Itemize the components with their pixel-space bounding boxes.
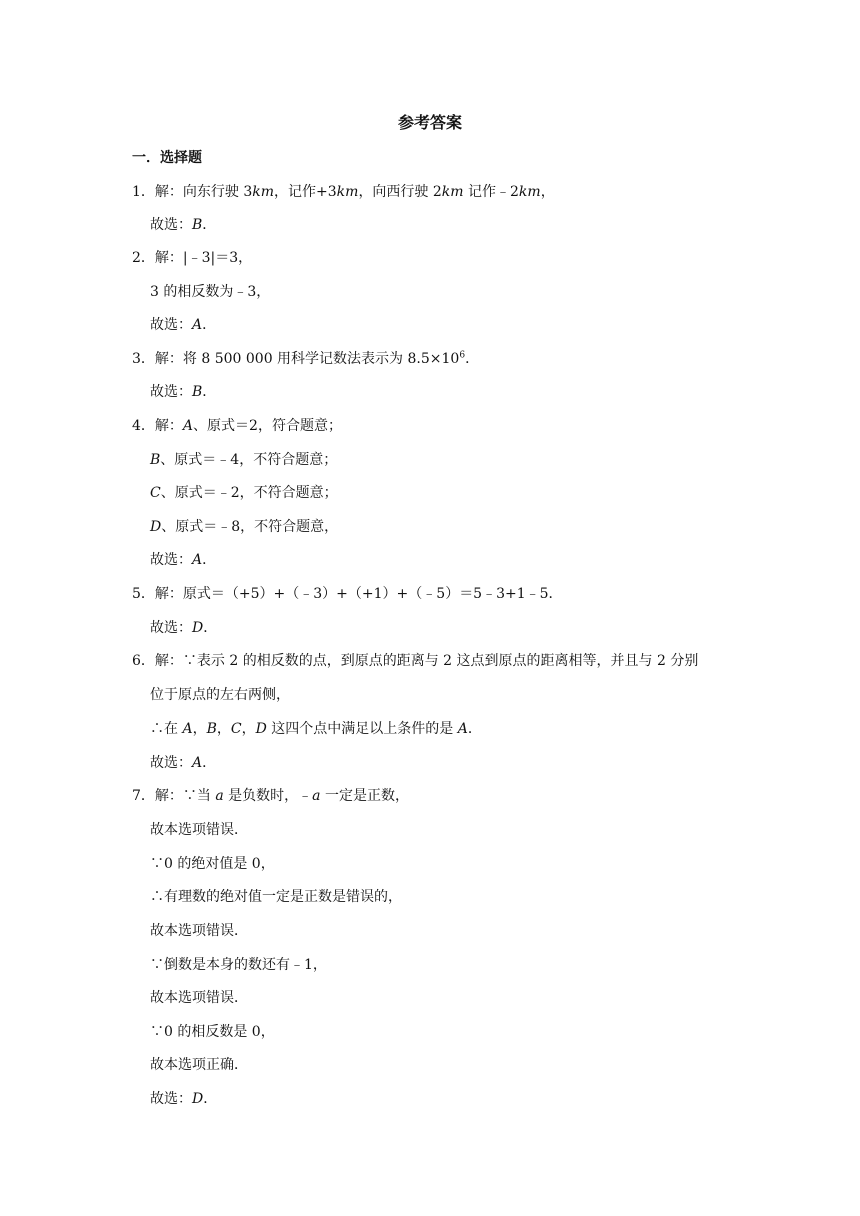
q5-line: 5．解：原式＝（+5）+（﹣3）+（+1）+（﹣5）＝5﹣3+1﹣5． (132, 586, 563, 602)
q7-line-3: ∵0 的绝对值是 0， (150, 856, 275, 872)
q3-answer: 故选：B． (150, 384, 217, 400)
page-title: 参考答案 (397, 113, 462, 132)
q5-answer: 故选：D． (150, 620, 218, 636)
q7-line-8: ∵0 的相反数是 0， (150, 1024, 275, 1040)
q2-answer: 故选：A． (150, 317, 217, 333)
q4-answer: 故选：A． (150, 552, 217, 568)
q7-line-1: 7．解：∵当 a 是负数时，﹣a 一定是正数， (132, 788, 409, 804)
q1-answer: 故选：B． (150, 217, 217, 233)
q6-line-2: 位于原点的左右两侧， (150, 687, 290, 703)
q7-line-9: 故本选项正确． (150, 1057, 248, 1073)
q7-line-6: ∵倒数是本身的数还有﹣1， (150, 957, 327, 973)
q6-answer: 故选：A． (150, 755, 217, 771)
q7-line-7: 故本选项错误． (150, 990, 248, 1006)
q4-line-b: B、原式＝﹣4，不符合题意； (150, 452, 338, 468)
q1-line: 1．解：向东行驶 3km，记作+3km，向西行驶 2km 记作﹣2km， (132, 184, 555, 200)
q3-line: 3．解：将 8 500 000 用科学记数法表示为 $8.5\times 10^6$． (132, 350, 480, 367)
q4-line-c: C、原式＝﹣2，不符合题意； (150, 485, 338, 501)
q6-line-1: 6．解：∵表示 2 的相反数的点，到原点的距离与 2 这点到原点的距离相等，并且与 2 分别 (132, 653, 699, 669)
q7-line-2: 故本选项错误． (150, 822, 248, 838)
q2-line-1: 2．解：|﹣3|＝3， (132, 250, 253, 266)
q7-answer: 故选：D． (150, 1091, 218, 1107)
q4-line-d: D、原式＝﹣8，不符合题意， (150, 519, 339, 535)
q7-line-5: 故本选项错误． (150, 923, 248, 939)
section-heading: 一．选择题 (132, 150, 202, 166)
q6-line-3: ∴在 A，B，C，D 这四个点中满足以上条件的是 A． (150, 721, 482, 737)
q4-line-a: 4．解：A、原式＝2，符合题意； (132, 418, 342, 434)
q2-line-2: 3 的相反数为﹣3， (150, 284, 271, 300)
q7-line-4: ∴有理数的绝对值一定是正数是错误的， (150, 889, 402, 905)
